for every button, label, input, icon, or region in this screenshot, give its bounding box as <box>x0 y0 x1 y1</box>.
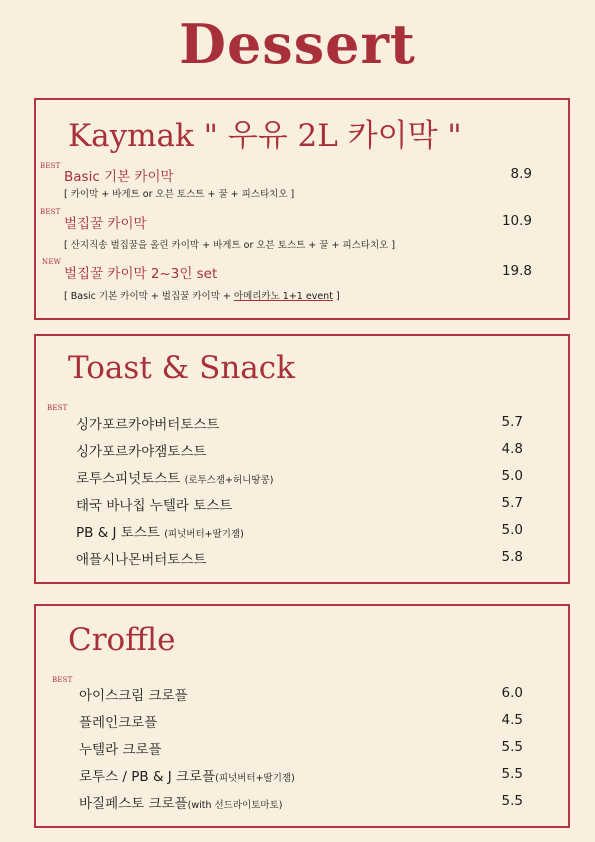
menu-item-name: 벌집꿀 카이막 2~3인 set <box>64 266 218 282</box>
menu-item-description: [ 카이막 + 바게트 or 오븐 토스트 + 꿀 + 피스타치오 ] <box>64 189 295 200</box>
desc-part: ] <box>332 291 340 302</box>
croffle-section <box>34 604 570 828</box>
menu-item-price: 5.5 <box>501 793 523 809</box>
menu-item-price: 5.7 <box>501 414 523 430</box>
kaymak-section <box>34 98 570 320</box>
menu-item-name: 로투스피넛토스트 (로투스잼+허니땅콩) <box>76 471 274 487</box>
menu-item-price: 8.9 <box>510 166 532 182</box>
menu-item-name: 태국 바나칩 누텔라 토스트 <box>76 498 233 514</box>
menu-item-name: PB & J 토스트 (피넛버터+딸기잼) <box>76 525 244 541</box>
menu-item-name: 싱가포르카야버터토스트 <box>76 417 220 433</box>
menu-item-price: 5.0 <box>501 468 523 484</box>
toast-snack-title: Toast & Snack <box>68 350 295 386</box>
menu-item-price: 5.0 <box>501 522 523 538</box>
menu-item-name: 바질페스토 크로플(with 선드라이토마토) <box>79 796 283 812</box>
desc-part: [ Basic 기본 카이막 + 벌집꿀 카이막 + <box>64 291 234 302</box>
toast-snack-section <box>34 334 570 584</box>
best-badge: BEST <box>40 162 61 170</box>
menu-item-name: 누텔라 크로플 <box>79 742 162 758</box>
menu-item-name: 싱가포르카야잼토스트 <box>76 444 207 460</box>
menu-item-price: 5.5 <box>501 766 523 782</box>
menu-item-price: 4.8 <box>501 441 523 457</box>
menu-item-price: 5.5 <box>501 739 523 755</box>
menu-item-name: Basic 기본 카이막 <box>64 169 174 185</box>
menu-item-name: 아이스크림 크로플 <box>79 688 188 704</box>
menu-item-price: 10.9 <box>501 213 532 229</box>
menu-item-description: [ 산지직송 벌집꿀을 올린 카이막 + 바게트 or 오븐 토스트 + 꿀 + 피스타치오 ] <box>64 240 396 251</box>
best-badge: BEST <box>40 208 61 216</box>
menu-item-price: 5.8 <box>501 549 523 565</box>
menu-item-price: 4.5 <box>501 712 523 728</box>
event-note: 아메리카노 1+1 event <box>233 291 333 302</box>
menu-item-description <box>64 288 340 302</box>
menu-item-name: 애플시나몬버터토스트 <box>76 552 207 568</box>
menu-item-price: 5.7 <box>501 495 523 511</box>
menu-item-price: 19.8 <box>501 263 532 279</box>
best-badge: BEST <box>47 404 68 412</box>
menu-item-name: 플레인크로플 <box>79 715 158 731</box>
menu-item-name: 로투스 / PB & J 크로플(피넛버터+딸기잼) <box>79 769 295 785</box>
page-title: Dessert <box>179 12 416 76</box>
kaymak-title: Kaymak " 우유 2L 카이막 " <box>68 118 462 154</box>
menu-item-price: 6.0 <box>501 685 523 701</box>
croffle-title: Croffle <box>68 622 176 658</box>
best-badge: BEST <box>52 676 73 684</box>
new-badge: NEW <box>42 258 62 266</box>
menu-item-name: 벌집꿀 카이막 <box>64 216 147 232</box>
